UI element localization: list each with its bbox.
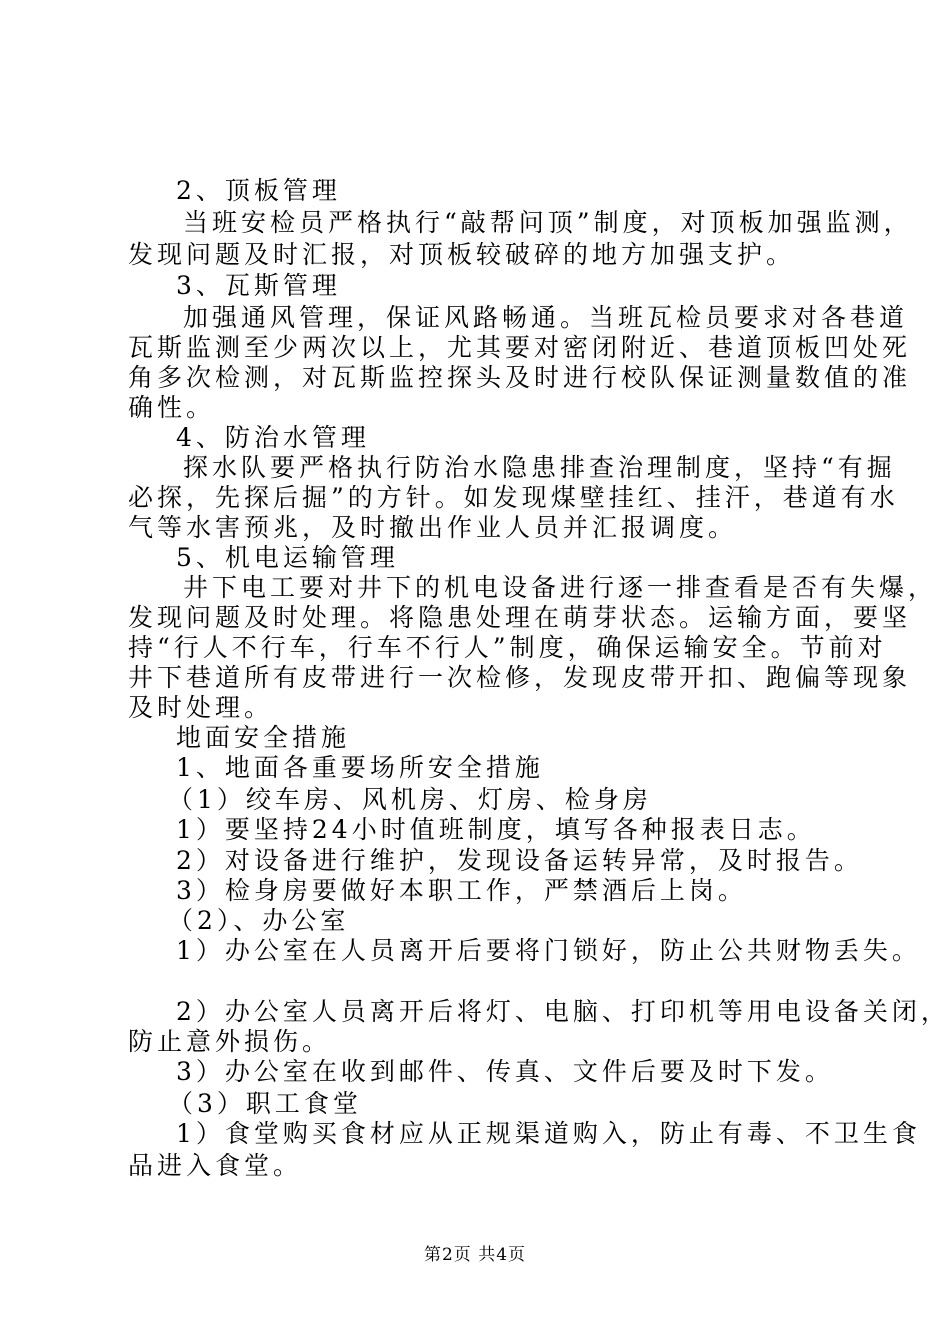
paragraph-line: 确性。 [128, 393, 216, 422]
section-heading-roof: 2、顶板管理 [176, 176, 341, 205]
page-footer: 第2页 共4页 [423, 1245, 527, 1265]
section-heading-gas: 3、瓦斯管理 [176, 271, 341, 300]
subsection-heading: 1、地面各重要场所安全措施 [176, 753, 544, 782]
list-item: 2）对设备进行维护，发现设备运转异常，及时报告。 [176, 846, 863, 875]
paragraph-line: 探水队要严格执行防治水隐患排查治理制度，坚持“有掘 [183, 453, 896, 482]
paragraph-line: 防止意外损伤。 [128, 1027, 332, 1056]
paragraph-line: 及时处理。 [128, 693, 274, 722]
paragraph-line: 持“行人不行车，行车不行人”制度，确保运输安全。节前对 [128, 633, 887, 662]
list-item: 3）办公室在收到邮件、传真、文件后要及时下发。 [176, 1057, 834, 1086]
section-heading-water: 4、防治水管理 [176, 423, 370, 452]
paragraph-line: 必探，先探后掘”的方针。如发现煤壁挂红、挂汗，巷道有水 [128, 483, 899, 512]
paragraph-line: 发现问题及时处理。将隐患处理在萌芽状态。运输方面，要坚 [128, 603, 912, 632]
subsection-heading: （1）绞车房、风机房、灯房、检身房 [168, 785, 652, 814]
list-item: 2）办公室人员离开后将灯、电脑、打印机等用电设备关闭， [176, 997, 950, 1026]
paragraph-line: 气等水害预兆，及时撤出作业人员并汇报调度。 [128, 513, 738, 542]
paragraph-line: 井下电工要对井下的机电设备进行逐一排查看是否有失爆， [183, 573, 938, 602]
list-item: 3）检身房要做好本职工作，严禁酒后上岗。 [176, 876, 747, 905]
list-item: 1）食堂购买食材应从正规渠道购入，防止有毒、不卫生食 [176, 1119, 921, 1148]
paragraph-line: 加强通风管理，保证风路畅通。当班瓦检员要求对各巷道 [183, 303, 909, 332]
section-heading-electromechanical: 5、机电运输管理 [176, 543, 399, 572]
paragraph-line: 井下巷道所有皮带进行一次检修，发现皮带开扣、跑偏等现象 [128, 663, 912, 692]
paragraph-line: 发现问题及时汇报，对顶板较破碎的地方加强支护。 [128, 240, 796, 269]
subsection-heading: （2）、办公室 [168, 906, 350, 935]
paragraph-line: 当班安检员严格执行“敲帮问顶”制度，对顶板加强监测， [183, 208, 913, 237]
paragraph-line: 瓦斯监测至少两次以上，尤其要对密闭附近、巷道顶板凹处死 [128, 333, 912, 362]
paragraph-line: 品进入食堂。 [128, 1151, 303, 1180]
section-heading-surface: 地面安全措施 [176, 723, 351, 752]
subsection-heading: （3）职工食堂 [168, 1089, 362, 1118]
list-item: 1）办公室在人员离开后要将门锁好，防止公共财物丢失。 [176, 936, 921, 965]
paragraph-line: 角多次检测，对瓦斯监控探头及时进行校队保证测量数值的准 [128, 363, 912, 392]
list-item: 1）要坚持24小时值班制度，填写各种报表日志。 [176, 815, 816, 844]
